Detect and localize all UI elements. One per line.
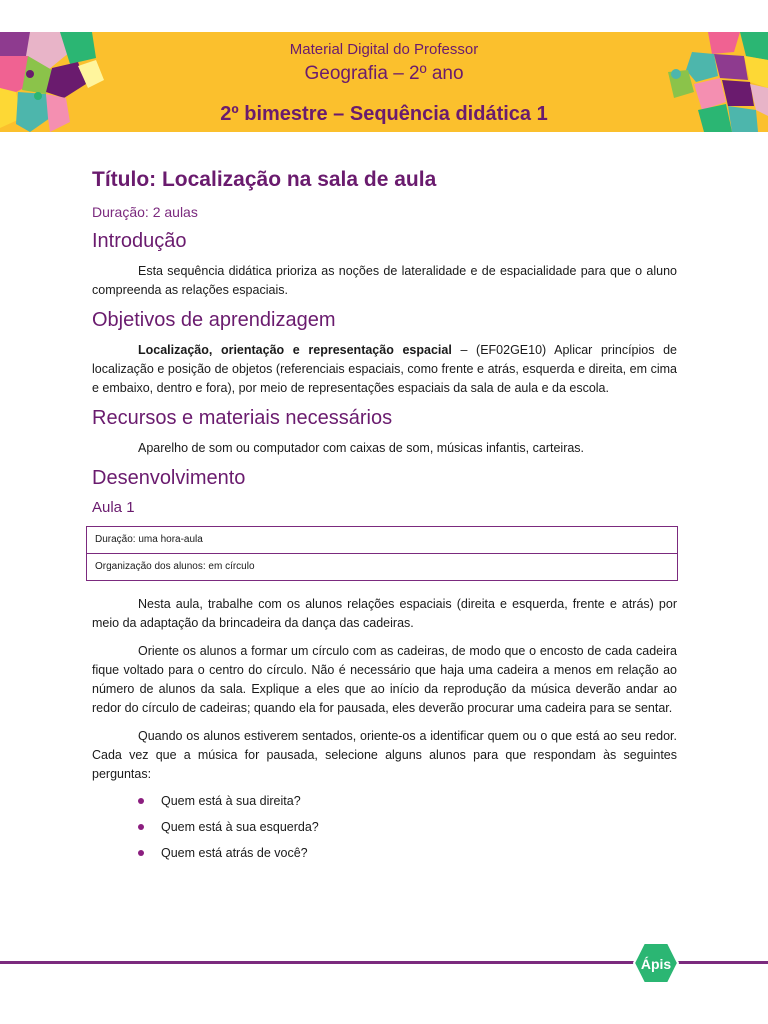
list-item [138,846,677,861]
list-item-text: Quem está atrás de você? [161,846,308,860]
list-item [138,794,677,809]
bullet-icon [138,824,144,830]
lesson-paragraph: Nesta aula, trabalhe com os alunos relações espaciais (direita e esquerda, frente e atrás) por meio da adaptação da brincadeira da dança das cadeiras. [92,597,677,630]
header-banner [0,32,768,132]
header-material-label: Material Digital do Professor [289,41,479,58]
bullet-icon [138,798,144,804]
bullet-icon [138,850,144,856]
list-item-text: Quem está à sua esquerda? [161,820,319,834]
footer-divider [0,961,640,964]
document-body [92,164,677,872]
resources-paragraph: Aparelho de som ou computador com caixas de som, músicas infantis, carteiras. [138,441,585,455]
intro-paragraph: Esta sequência didática prioriza as noções de lateralidade e de espacialidade para que o aluno compreenda as relações espaciais. [92,264,677,297]
lesson-paragraph: Quando os alunos estiverem sentados, oriente-os a identificar quem ou o que está ao seu redor. Cada vez que a música for pausada, selecione alguns alunos para que respondam às seguintes perguntas: [92,729,677,781]
info-row-organization: Organização dos alunos: em círculo [87,553,677,580]
apis-logo [633,942,679,984]
list-item [138,820,677,835]
list-item-text: Quem está à sua direita? [161,794,301,808]
lesson-info-box [86,526,678,581]
info-row-duration: Duração: uma hora-aula [95,534,203,545]
intro-heading: Introdução [92,230,187,252]
objectives-text: – (EF02GE10) Aplicar princípios de localização e posição de objetos (referenciais espaciais, como frente e atrás, esquerda e direita, em cima e embaixo, dentro e fora), por meio de representações espaciais da sala de aula e da escola. [92,343,678,395]
footer-divider [676,961,768,964]
header-subject-label: Geografia – 2º ano [304,63,464,84]
objectives-paragraph [92,341,677,398]
question-list [92,794,677,861]
objectives-bold-text: Localização, orientação e representação espacial [138,343,452,357]
lesson-paragraph: Oriente os alunos a formar um círculo com as cadeiras, de modo que o encosto de cada cadeira fique voltado para o centro do círculo. Não é necessário que haja uma cadeira a menos em relação ao número de alunos da sala. Explique a eles que ao início da reprodução da música deverão andar ao redor do círculo de cadeiras; quando ela for pausada, eles deverão procurar uma cadeira para se sentar. [92,644,677,715]
objectives-heading: Objetivos de aprendizagem [92,309,336,331]
logo-text: Ápis [640,956,672,972]
header-sequence-title: 2º bimestre – Sequência didática 1 [220,103,548,125]
page-title: Título: Localização na sala de aula [92,168,437,191]
lesson-heading: Aula 1 [92,499,135,516]
development-heading: Desenvolvimento [92,467,246,489]
duration-label: Duração: 2 aulas [92,204,198,220]
resources-heading: Recursos e materiais necessários [92,407,393,429]
